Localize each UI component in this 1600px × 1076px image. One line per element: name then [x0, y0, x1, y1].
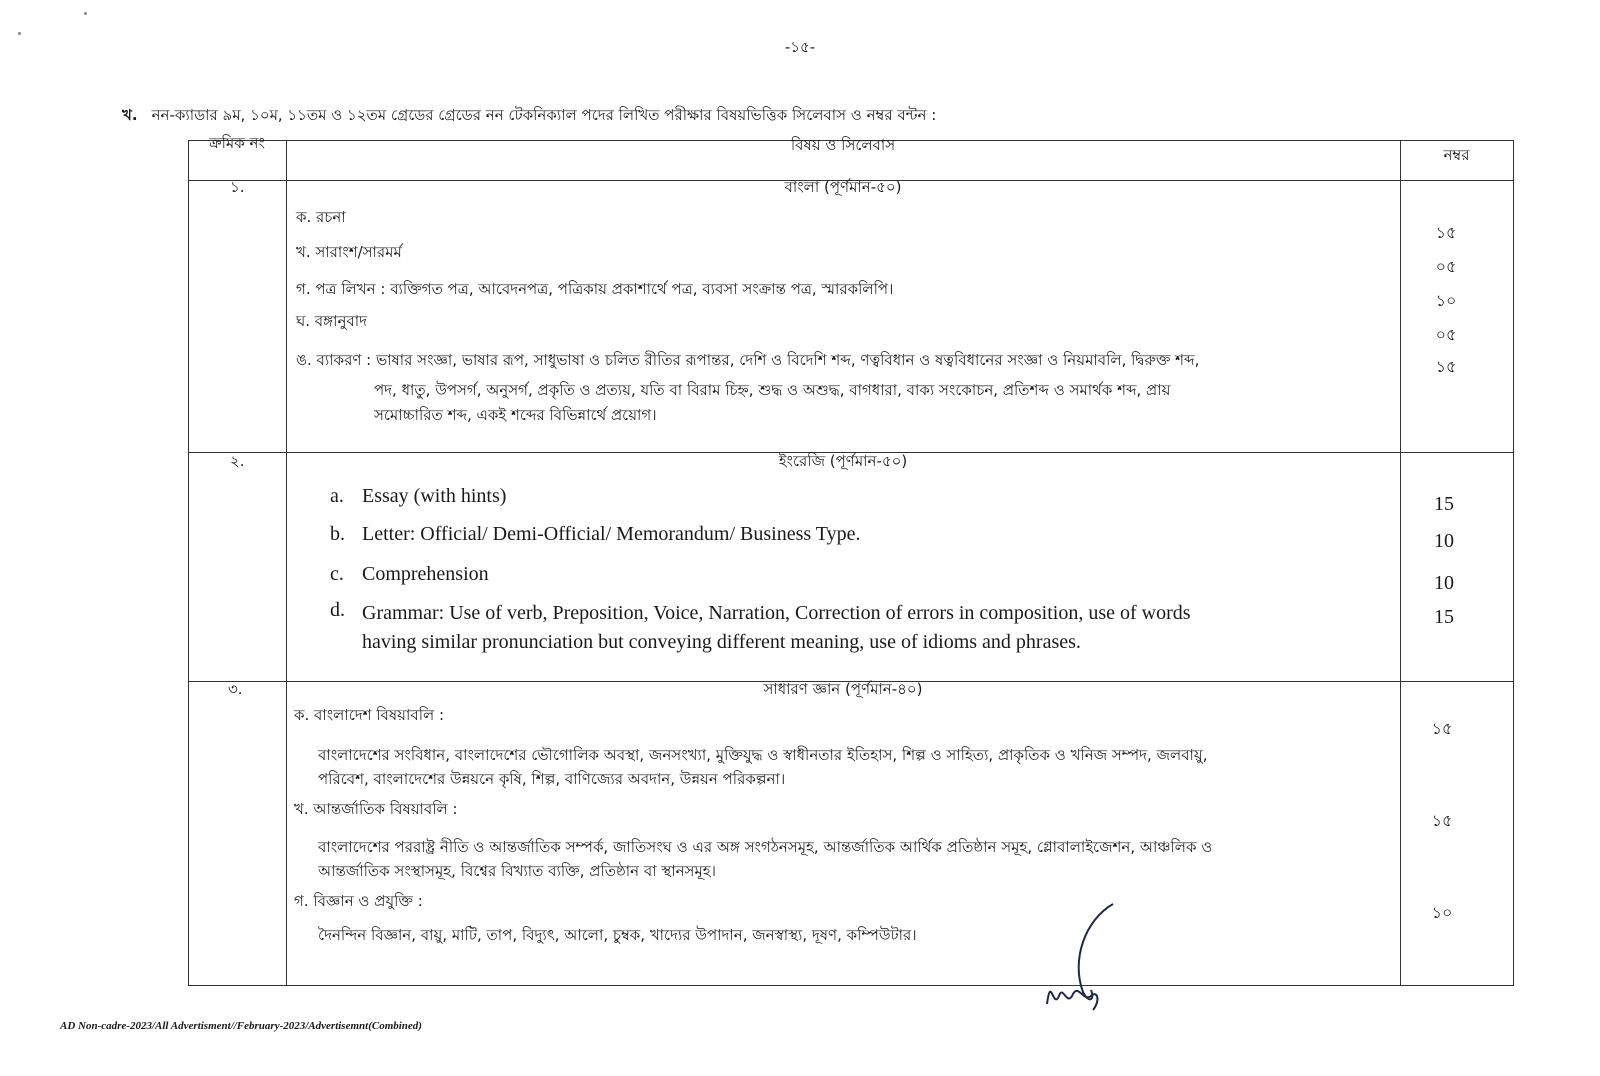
section-1-marks: ১০	[1435, 291, 1457, 310]
header-serial: ক্রমিক নং	[209, 134, 265, 152]
section-2-marks: 15	[1434, 493, 1454, 515]
section-2-item: Letter: Official/ Demi-Official/ Memorandum/ Business Type.	[362, 523, 861, 545]
section-2-label: b.	[330, 523, 345, 545]
header-marks: নম্বর	[1443, 146, 1470, 164]
section-1-item: গ. পত্র লিখন : ব্যক্তিগত পত্র, আবেদনপত্র, পত্রিকায় প্রকাশার্থে পত্র, ব্যবসা সংক্রান্ত পত্র, স্মারকলিপি।	[296, 280, 894, 298]
section-3-item: পরিবেশ, বাংলাদেশের উন্নয়নে কৃষি, শিল্প, বাণিজ্যের অবদান, উন্নয়ন পরিকল্পনা।	[318, 770, 786, 788]
footer-reference: AD Non-cadre-2023/All Advertisment//February-2023/Advertisemnt(Combined)	[60, 1020, 422, 1032]
table-border-left	[188, 140, 189, 986]
table-border-right	[1513, 140, 1514, 986]
section-heading	[122, 104, 936, 129]
section-2-label: c.	[330, 563, 344, 585]
section-3-marks: ১৫	[1431, 811, 1453, 830]
scan-dot	[18, 32, 21, 35]
table-border-bottom	[188, 985, 1514, 986]
section-1-marks: ১৫	[1435, 357, 1457, 376]
section-3-item: ক. বাংলাদেশ বিষয়াবলি :	[294, 706, 444, 724]
section-3-item: দৈনন্দিন বিজ্ঞান, বায়ু, মাটি, তাপ, বিদ্যুৎ, আলো, চুম্বক, খাদ্যের উপাদান, জনস্বাস্থ্য, দূষণ, কম্পিউটার।	[318, 926, 917, 944]
heading-marker: খ.	[122, 106, 138, 124]
section-3-item: বাংলাদেশের পররাষ্ট্র নীতি ও আন্তর্জাতিক সম্পর্ক, জাতিসংঘ ও এর অঙ্গ সংগঠনসমূহ, আন্তর্জাতিক আর্থিক প্রতিষ্ঠান সমূহ, গ্লোবালাইজেশন, আঞ্চলিক ও	[318, 838, 1213, 856]
section-3-marks: ১০	[1431, 903, 1453, 922]
section-2-marks: 10	[1434, 572, 1454, 594]
section-3-title: সাধারণ জ্ঞান (পূর্ণমান-৪০)	[763, 680, 923, 698]
section-3-item: গ. বিজ্ঞান ও প্রযুক্তি :	[294, 892, 423, 910]
section-2-item: having similar pronunciation but conveying different meaning, use of idioms and phrases.	[362, 631, 1081, 653]
section-1-serial: ১.	[230, 178, 245, 196]
syllabus-table	[188, 134, 1514, 986]
section-3-item: খ. আন্তর্জাতিক বিষয়াবলি :	[294, 800, 458, 818]
section-3-item: বাংলাদেশের সংবিধান, বাংলাদেশের ভৌগোলিক অবস্থা, জনসংখ্যা, মুক্তিযুদ্ধ ও স্বাধীনতার ইতিহাস, শিল্প ও সাহিত্য, প্রাকৃতিক ও খনিজ সম্পদ, জলবায়ু,	[318, 746, 1208, 764]
section-2-item: Essay (with hints)	[362, 485, 507, 507]
section-1-item: ঙ. ব্যাকরণ : ভাষার সংজ্ঞা, ভাষার রূপ, সাধুভাষা ও চলিত রীতির রূপান্তর, দেশি ও বিদেশি শব্দ, ণত্ববিধান ও ষত্ববিধানের সংজ্ঞা ও নিয়মাবলি, দ্বিরুক্ত শব্দ,	[296, 351, 1200, 369]
section-2-marks: 10	[1434, 530, 1454, 552]
section-3-marks: ১৫	[1431, 719, 1453, 738]
section-1-marks: ১৫	[1435, 223, 1457, 242]
section-2-label: d.	[330, 599, 345, 621]
header-subject: বিষয় ও সিলেবাস	[790, 136, 896, 154]
section-2-item: Grammar: Use of verb, Preposition, Voice, Narration, Correction of errors in composition, use of words	[362, 602, 1191, 624]
heading-text: নন-ক্যাডার ৯ম, ১০ম, ১১তম ও ১২তম গ্রেডের গ্রেডের নন টেকনিক্যাল পদের লিখিত পরীক্ষার বিষয়ভিত্তিক সিলেবাস ও নম্বর বন্টন :	[151, 106, 937, 124]
section-2-marks: 15	[1434, 606, 1454, 628]
section-2-serial: ২.	[230, 452, 245, 470]
section-1-marks: ০৫	[1435, 257, 1457, 276]
scan-dot	[84, 12, 87, 15]
section-1-item: ক. রচনা	[296, 208, 346, 226]
section-1-item: পদ, ধাতু, উপসর্গ, অনুসর্গ, প্রকৃতি ও প্রত্যয়, যতি বা বিরাম চিহ্ন, শুদ্ধ ও অশুদ্ধ, বাগধারা, বাক্য সংকোচন, প্রতিশব্দ ও সমার্থক শব্দ, প্রায়	[374, 381, 1171, 399]
section-1-item: সমোচ্চারিত শব্দ, একই শব্দের বিভিন্নার্থে প্রয়োগ।	[374, 406, 657, 424]
section-3-serial: ৩.	[228, 680, 243, 698]
section-2-title: ইংরেজি (পূর্ণমান-৫০)	[778, 452, 908, 470]
signature-mark	[1045, 900, 1145, 1020]
section-1-item: খ. সারাংশ/সারমর্ম	[296, 243, 402, 261]
marks-column-divider	[1400, 140, 1401, 986]
section-1-title: বাংলা (পূর্ণমান-৫০)	[784, 178, 902, 196]
serial-column-divider	[286, 140, 287, 986]
section-1-marks: ০৫	[1435, 325, 1457, 344]
section-3-item: আন্তর্জাতিক সংস্থাসমূহ, বিশ্বের বিখ্যাত ব্যক্তি, প্রতিষ্ঠান বা স্থানসমূহ।	[318, 862, 717, 880]
page-number: -১৫-	[784, 38, 816, 56]
section-1-item: ঘ. বঙ্গানুবাদ	[296, 312, 367, 330]
section-2-item: Comprehension	[362, 563, 489, 585]
section-2-label: a.	[330, 485, 344, 507]
